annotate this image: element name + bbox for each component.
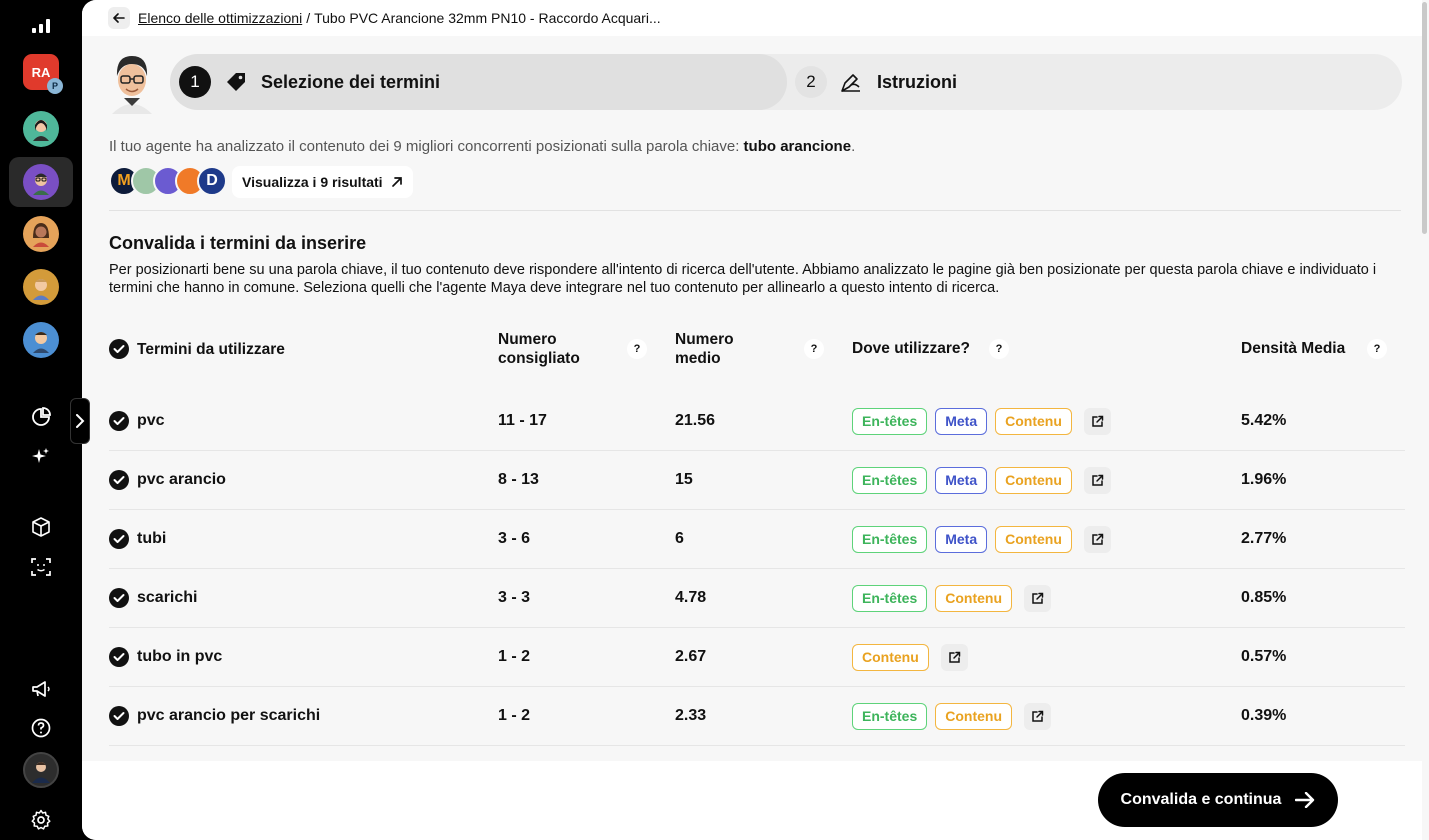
average-header-line2: medio: [675, 350, 721, 367]
collapse-sidebar-button[interactable]: [70, 398, 90, 444]
step-1-number: 1: [179, 66, 211, 98]
meta-tag: Meta: [935, 408, 987, 435]
face-scan-icon[interactable]: [29, 555, 53, 579]
row-checkbox[interactable]: [109, 647, 129, 667]
average-header-line1: Numero: [675, 331, 734, 348]
competitor-logos[interactable]: [109, 166, 219, 196]
headings-tag: En-têtes: [852, 408, 927, 435]
headings-tag: En-têtes: [852, 526, 927, 553]
external-link-icon: [1091, 415, 1104, 428]
analysis-intro: [109, 138, 855, 155]
open-external-button[interactable]: [941, 644, 968, 671]
term-text: pvc arancio per scarichi: [137, 707, 321, 724]
breadcrumb-parent-link[interactable]: Elenco delle ottimizzazioni: [138, 10, 303, 26]
recommended-value: 11 - 17: [498, 412, 547, 429]
placement-tags: [852, 687, 1051, 745]
row-checkbox[interactable]: [109, 529, 129, 549]
check-icon: [113, 593, 125, 603]
left-rail: [0, 0, 82, 840]
average-value: 2.67: [675, 648, 707, 665]
agent-avatar-3[interactable]: [23, 216, 59, 252]
back-button[interactable]: [108, 7, 130, 29]
check-icon: [113, 652, 125, 662]
recommended-help-icon[interactable]: ?: [627, 339, 647, 359]
breadcrumb: [82, 0, 1422, 36]
external-link-icon: [1091, 533, 1104, 546]
recommended-value: 1 - 2: [498, 707, 531, 724]
placement-tags: [852, 569, 1051, 627]
agent-avatar-1[interactable]: [23, 111, 59, 147]
arrow-up-right-icon: [391, 176, 403, 188]
term-text: tubo in pvc: [137, 648, 223, 665]
row-checkbox[interactable]: [109, 588, 129, 608]
headings-tag: En-têtes: [852, 703, 927, 730]
agent-avatar-5[interactable]: [23, 322, 59, 358]
recommended-value: 3 - 3: [498, 589, 531, 606]
average-value: 6: [675, 530, 684, 547]
density-value: 0.39%: [1241, 707, 1287, 724]
agent-avatar-2: [23, 164, 59, 200]
average-value: 15: [675, 471, 693, 488]
pie-chart-icon[interactable]: [29, 405, 53, 429]
step-2-instructions[interactable]: [795, 54, 957, 110]
recommended-value: 1 - 2: [498, 648, 531, 665]
table-row: [109, 392, 1405, 451]
arrow-right-icon: [1295, 792, 1315, 808]
row-checkbox[interactable]: [109, 470, 129, 490]
breadcrumb-current: Tubo PVC Arancione 32mm PN10 - Raccordo Acquari...: [314, 10, 661, 26]
recommended-value: 8 - 13: [498, 471, 539, 488]
term-text: scarichi: [137, 589, 198, 606]
average-column-header: [675, 330, 734, 368]
external-link-icon: [1031, 710, 1044, 723]
row-checkbox[interactable]: [109, 411, 129, 431]
agent-avatar-selected-wrap[interactable]: [9, 157, 73, 207]
breadcrumb-separator: /: [306, 10, 311, 26]
cube-icon[interactable]: [29, 515, 53, 539]
table-row: [109, 569, 1405, 628]
divider: [109, 210, 1401, 211]
writing-hand-icon: [839, 71, 863, 93]
external-link-icon: [1031, 592, 1044, 605]
megaphone-icon[interactable]: [29, 677, 53, 701]
external-link-icon: [1091, 474, 1104, 487]
average-value: 21.56: [675, 412, 716, 429]
workspace-initials: RA: [31, 64, 51, 80]
check-icon: [113, 416, 125, 426]
check-icon: [113, 711, 125, 721]
density-value: 5.42%: [1241, 412, 1287, 429]
validate-continue-label: Convalida e continua: [1120, 791, 1282, 808]
check-icon: [113, 534, 125, 544]
sparkles-icon[interactable]: [29, 445, 53, 469]
table-row: [109, 687, 1405, 746]
agent-portrait: [106, 50, 158, 114]
where-column-header: Dove utilizzare?: [852, 340, 970, 357]
open-external-button[interactable]: [1024, 585, 1051, 612]
content-tag: Contenu: [995, 467, 1072, 494]
help-icon[interactable]: [29, 716, 53, 740]
open-external-button[interactable]: [1084, 408, 1111, 435]
stepper: [170, 54, 1402, 110]
validate-continue-button[interactable]: [1098, 773, 1338, 827]
workspace-badge[interactable]: [23, 54, 59, 90]
recommended-header-line1: Numero: [498, 331, 557, 348]
average-value: 2.33: [675, 707, 707, 724]
content-tag: Contenu: [852, 644, 929, 671]
density-column-header: Densità Media: [1241, 340, 1346, 357]
density-value: 1.96%: [1241, 471, 1287, 488]
section-description: Per posizionarti bene su una parola chiave, il tuo contenuto deve rispondere all'intento di ricerca dell'utente. Abbiamo analizzato le pagine già ben posizionate per questa parola chiave e individuato i termini che hanno in comune. Seleziona quelli che l'agente Maya deve integrare nel tuo contenuto per allinearlo a questo intento di ricerca.: [109, 262, 1377, 296]
average-help-icon[interactable]: ?: [804, 339, 824, 359]
table-row: [109, 451, 1405, 510]
table-row: [109, 510, 1405, 569]
row-checkbox[interactable]: [109, 706, 129, 726]
density-value: 0.85%: [1241, 589, 1287, 606]
recommended-column-header: [498, 330, 580, 368]
arrow-left-icon: [113, 13, 125, 23]
open-external-button[interactable]: [1084, 526, 1111, 553]
recommended-value: 3 - 6: [498, 530, 531, 547]
view-results-button[interactable]: [232, 166, 413, 198]
content-tag: Contenu: [995, 408, 1072, 435]
view-results-label: Visualizza i 9 risultati: [242, 174, 383, 190]
meta-tag: Meta: [935, 526, 987, 553]
analysis-intro-text: Il tuo agente ha analizzato il contenuto dei 9 migliori concorrenti posizionati sulla parola chiave:: [109, 138, 744, 155]
check-icon: [113, 475, 125, 485]
select-all-checkbox[interactable]: [109, 339, 129, 359]
headings-tag: En-têtes: [852, 467, 927, 494]
step-1-terms[interactable]: [170, 54, 787, 110]
table-row: [109, 628, 1405, 687]
main-panel: [82, 0, 1429, 840]
placement-tags: [852, 392, 1111, 450]
placement-tags: [852, 628, 968, 686]
external-link-icon: [948, 651, 961, 664]
term-text: tubi: [137, 530, 167, 547]
term-column-label: Termini da utilizzare: [137, 340, 285, 358]
content-tag: Contenu: [935, 703, 1012, 730]
step-2-label: Istruzioni: [877, 71, 957, 92]
content-tag: Contenu: [935, 585, 1012, 612]
agent-avatar-4[interactable]: [23, 269, 59, 305]
meta-tag: Meta: [935, 467, 987, 494]
signal-bars-icon[interactable]: [29, 14, 53, 38]
density-help-icon[interactable]: ?: [1367, 339, 1387, 359]
open-external-button[interactable]: [1024, 703, 1051, 730]
headings-tag: En-têtes: [852, 585, 927, 612]
step-1-label: Selezione dei termini: [261, 71, 441, 92]
analysis-intro-end: .: [851, 138, 856, 155]
check-icon: [113, 344, 125, 354]
density-value: 0.57%: [1241, 648, 1287, 665]
placement-tags: [852, 510, 1111, 568]
workspace-sub-badge: P: [47, 78, 63, 94]
section-title: Convalida i termini da inserire: [109, 233, 367, 253]
settings-gear-icon[interactable]: [29, 808, 53, 832]
step-2-number: 2: [795, 66, 827, 98]
where-help-icon[interactable]: ?: [989, 339, 1009, 359]
average-value: 4.78: [675, 589, 707, 606]
user-avatar[interactable]: [23, 752, 59, 788]
vertical-scrollbar[interactable]: [1422, 2, 1427, 234]
recommended-header-line2: consigliato: [498, 350, 580, 367]
competitor-logo-5: D: [197, 166, 227, 196]
term-text: pvc: [137, 412, 165, 429]
term-column-header: [109, 339, 285, 359]
content-tag: Contenu: [995, 526, 1072, 553]
term-text: pvc arancio: [137, 471, 226, 488]
competitor-logo-1: M: [109, 166, 139, 196]
open-external-button[interactable]: [1084, 467, 1111, 494]
target-keyword: tubo arancione: [743, 138, 852, 155]
placement-tags: [852, 451, 1111, 509]
density-value: 2.77%: [1241, 530, 1287, 547]
tag-icon: [225, 71, 247, 93]
